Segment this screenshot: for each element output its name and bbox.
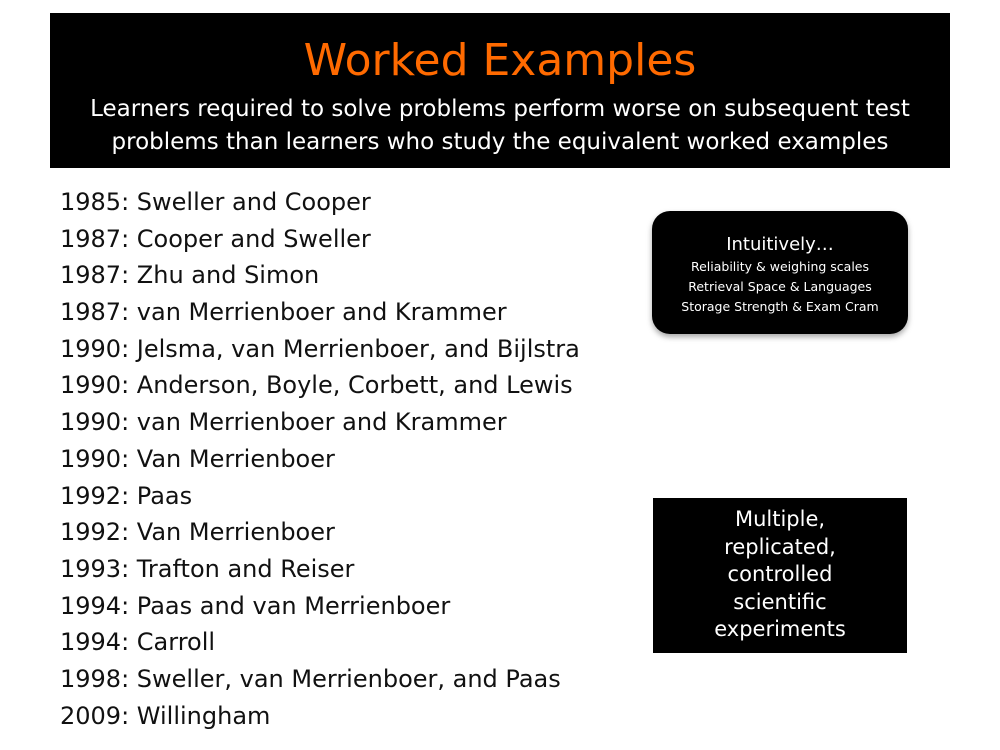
study-item: 1998: Sweller, van Merrienboer, and Paas [60,664,561,693]
study-item: 1987: Cooper and Sweller [60,224,371,253]
study-item: 1990: Van Merrienboer [60,444,335,473]
studies-list [60,184,580,734]
conclusion-line: experiments [714,617,846,641]
study-item: 1993: Trafton and Reiser [60,554,355,583]
intuitively-box [652,211,908,334]
conclusion-line: replicated, [724,534,836,559]
subtitle-line: problems than learners who study the equivalent worked examples [111,129,889,155]
study-item: 1994: Paas and van Merrienboer [60,591,451,620]
subtitle-line: Learners required to solve problems perform worse on subsequent test [90,96,910,122]
conclusion-text [653,498,907,644]
study-item: 1990: van Merrienboer and Krammer [60,408,507,437]
slide-subtitle [50,93,950,159]
study-item: 1985: Sweller and Cooper [60,188,371,216]
intuitively-heading: Intuitively… [726,234,834,255]
slide-header [50,13,950,168]
study-item: 2009: Willingham [60,701,271,730]
conclusion-line: scientific [733,589,827,614]
study-item: 1990: Jelsma, van Merrienboer, and Bijlstra [60,334,580,363]
study-item: 1987: Zhu and Simon [60,261,320,290]
study-item: 1994: Carroll [60,628,216,657]
study-item: 1990: Anderson, Boyle, Corbett, and Lewis [60,371,573,400]
study-item: 1987: van Merrienboer and Krammer [60,298,507,327]
conclusion-line: controlled [727,562,833,586]
conclusion-box [653,498,907,653]
conclusion-line: Multiple, [734,507,826,531]
study-item: 1992: Paas [60,481,193,510]
slide-title: Worked Examples [303,35,697,86]
intuitively-line: Storage Strength & Exam Cram [681,299,879,314]
intuitively-line: Reliability & weighing scales [690,259,870,274]
intuitively-line: Retrieval Space & Languages [688,279,872,294]
study-item: 1992: Van Merrienboer [60,518,335,547]
